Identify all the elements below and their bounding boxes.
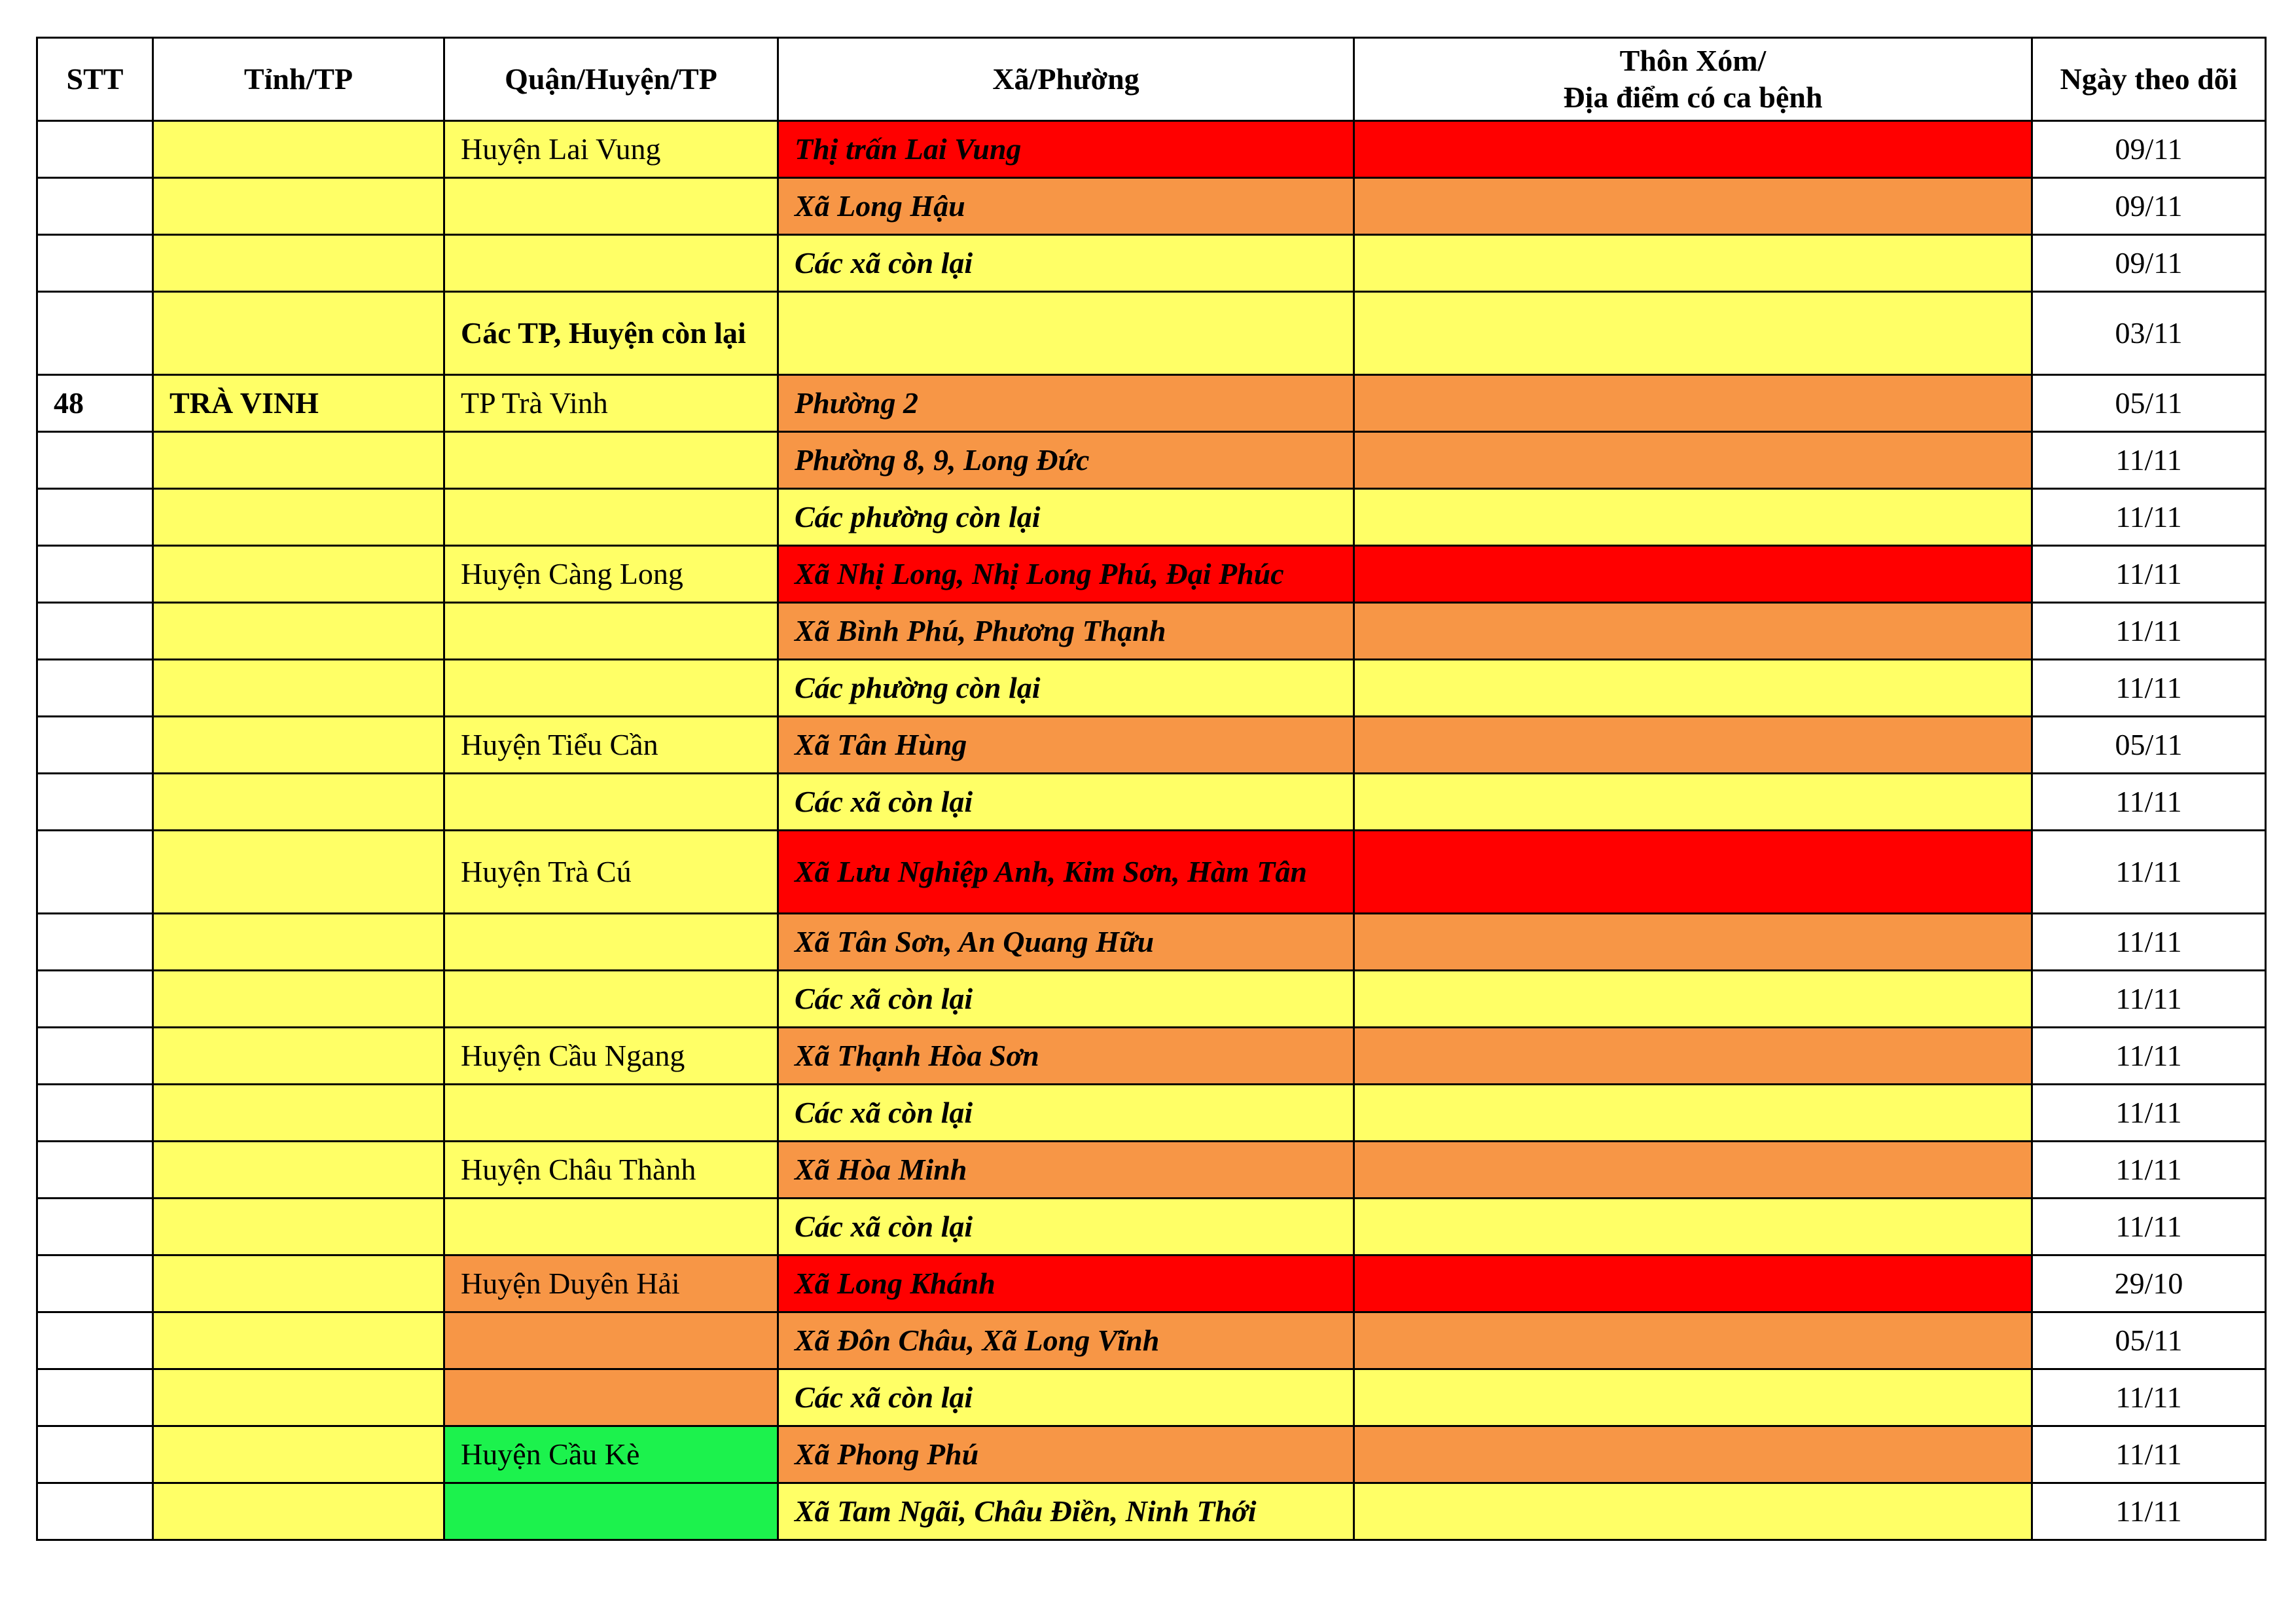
cell-province: [153, 914, 444, 971]
cell-stt: [37, 292, 153, 375]
cell-district: Huyện Tiểu Cần: [444, 717, 778, 774]
header-hamlet-line1: Thôn Xóm/: [1619, 44, 1767, 77]
cell-hamlet: [1354, 489, 2032, 546]
cell-district: [444, 914, 778, 971]
header-hamlet: [1354, 38, 2032, 121]
cell-hamlet: [1354, 1255, 2032, 1312]
cell-stt: [37, 1426, 153, 1483]
cell-district: [444, 432, 778, 489]
cell-district: [444, 1369, 778, 1426]
cell-province: [153, 178, 444, 235]
cell-hamlet: [1354, 1199, 2032, 1255]
cell-date: 05/11: [2032, 1312, 2266, 1369]
cell-district: [444, 603, 778, 660]
cell-commune: Các xã còn lại: [778, 235, 1354, 292]
cell-stt: [37, 603, 153, 660]
cell-date: 09/11: [2032, 178, 2266, 235]
cell-district: [444, 971, 778, 1028]
cell-hamlet: [1354, 660, 2032, 717]
cell-date: 11/11: [2032, 546, 2266, 603]
cell-stt: [37, 489, 153, 546]
cell-hamlet: [1354, 1312, 2032, 1369]
header-commune: Xã/Phường: [778, 38, 1354, 121]
cell-district: [444, 1312, 778, 1369]
cell-date: 11/11: [2032, 914, 2266, 971]
cell-district: [444, 774, 778, 831]
cell-province: [153, 1426, 444, 1483]
cell-date: 11/11: [2032, 432, 2266, 489]
cell-stt: [37, 1369, 153, 1426]
cell-commune: Các xã còn lại: [778, 971, 1354, 1028]
cell-district: [444, 1483, 778, 1540]
cell-province: [153, 1312, 444, 1369]
cell-date: 11/11: [2032, 489, 2266, 546]
cell-commune: Các xã còn lại: [778, 1085, 1354, 1142]
cell-date: 09/11: [2032, 121, 2266, 178]
cell-district: [444, 660, 778, 717]
cell-province: [153, 1142, 444, 1199]
cell-hamlet: [1354, 235, 2032, 292]
cell-commune: Xã Đôn Châu, Xã Long Vĩnh: [778, 1312, 1354, 1369]
header-district: Quận/Huyện/TP: [444, 38, 778, 121]
cell-date: 11/11: [2032, 1483, 2266, 1540]
cell-province: [153, 660, 444, 717]
cell-hamlet: [1354, 1426, 2032, 1483]
cell-date: 11/11: [2032, 831, 2266, 914]
covid-zone-table: [36, 37, 2267, 1541]
cell-district: Các TP, Huyện còn lại: [444, 292, 778, 375]
table-row: [37, 489, 2266, 546]
table-row: [37, 375, 2266, 432]
cell-stt: [37, 914, 153, 971]
table-row: [37, 603, 2266, 660]
header-hamlet-line2: Địa điểm có ca bệnh: [1563, 81, 1823, 114]
table-row: [37, 1255, 2266, 1312]
cell-hamlet: [1354, 292, 2032, 375]
cell-date: 11/11: [2032, 1369, 2266, 1426]
cell-province: [153, 121, 444, 178]
cell-province: [153, 1255, 444, 1312]
table-row: [37, 546, 2266, 603]
cell-province: [153, 1028, 444, 1085]
table-row: [37, 235, 2266, 292]
cell-date: 11/11: [2032, 1199, 2266, 1255]
cell-district: Huyện Duyên Hải: [444, 1255, 778, 1312]
cell-stt: [37, 660, 153, 717]
cell-commune: Thị trấn Lai Vung: [778, 121, 1354, 178]
cell-district: Huyện Trà Cú: [444, 831, 778, 914]
cell-commune: Phường 2: [778, 375, 1354, 432]
cell-commune: [778, 292, 1354, 375]
cell-stt: [37, 1199, 153, 1255]
table-row: [37, 717, 2266, 774]
cell-district: TP Trà Vinh: [444, 375, 778, 432]
cell-commune: Các xã còn lại: [778, 774, 1354, 831]
cell-commune: Xã Tân Hùng: [778, 717, 1354, 774]
cell-province: TRÀ VINH: [153, 375, 444, 432]
cell-hamlet: [1354, 1085, 2032, 1142]
cell-stt: [37, 432, 153, 489]
cell-date: 05/11: [2032, 717, 2266, 774]
cell-district: [444, 178, 778, 235]
cell-province: [153, 831, 444, 914]
table-row: [37, 1085, 2266, 1142]
cell-commune: Xã Long Hậu: [778, 178, 1354, 235]
cell-hamlet: [1354, 1483, 2032, 1540]
table-row: [37, 971, 2266, 1028]
cell-commune: Xã Long Khánh: [778, 1255, 1354, 1312]
cell-stt: [37, 1028, 153, 1085]
cell-commune: Xã Lưu Nghiệp Anh, Kim Sơn, Hàm Tân: [778, 831, 1354, 914]
cell-district: Huyện Lai Vung: [444, 121, 778, 178]
cell-stt: [37, 1255, 153, 1312]
cell-commune: Xã Thạnh Hòa Sơn: [778, 1028, 1354, 1085]
table-row: [37, 1028, 2266, 1085]
cell-commune: Xã Tam Ngãi, Châu Điền, Ninh Thới: [778, 1483, 1354, 1540]
table-row: [37, 1312, 2266, 1369]
cell-stt: [37, 1085, 153, 1142]
cell-district: Huyện Cầu Ngang: [444, 1028, 778, 1085]
cell-date: 11/11: [2032, 1426, 2266, 1483]
cell-hamlet: [1354, 774, 2032, 831]
cell-date: 11/11: [2032, 1142, 2266, 1199]
table-row: [37, 1369, 2266, 1426]
cell-commune: Xã Tân Sơn, An Quang Hữu: [778, 914, 1354, 971]
cell-district: [444, 1085, 778, 1142]
table-row: [37, 831, 2266, 914]
cell-district: Huyện Cầu Kè: [444, 1426, 778, 1483]
table-row: [37, 914, 2266, 971]
cell-hamlet: [1354, 971, 2032, 1028]
cell-date: 11/11: [2032, 1028, 2266, 1085]
cell-province: [153, 432, 444, 489]
cell-province: [153, 717, 444, 774]
cell-stt: [37, 717, 153, 774]
cell-date: 11/11: [2032, 1085, 2266, 1142]
cell-commune: Các phường còn lại: [778, 660, 1354, 717]
cell-province: [153, 1199, 444, 1255]
cell-hamlet: [1354, 1142, 2032, 1199]
header-province: Tỉnh/TP: [153, 38, 444, 121]
cell-stt: [37, 546, 153, 603]
cell-hamlet: [1354, 1369, 2032, 1426]
cell-commune: Xã Hòa Minh: [778, 1142, 1354, 1199]
cell-stt: [37, 971, 153, 1028]
cell-commune: Các xã còn lại: [778, 1199, 1354, 1255]
cell-hamlet: [1354, 1028, 2032, 1085]
header-date: Ngày theo dõi: [2032, 38, 2266, 121]
cell-province: [153, 1483, 444, 1540]
table-row: [37, 1426, 2266, 1483]
cell-hamlet: [1354, 375, 2032, 432]
cell-hamlet: [1354, 178, 2032, 235]
table-row: [37, 1483, 2266, 1540]
table-row: [37, 660, 2266, 717]
table-row: [37, 121, 2266, 178]
cell-province: [153, 1369, 444, 1426]
cell-district: Huyện Càng Long: [444, 546, 778, 603]
cell-province: [153, 1085, 444, 1142]
cell-district: [444, 235, 778, 292]
cell-commune: Các xã còn lại: [778, 1369, 1354, 1426]
cell-stt: [37, 1483, 153, 1540]
cell-date: 05/11: [2032, 375, 2266, 432]
cell-province: [153, 546, 444, 603]
cell-stt: [37, 1312, 153, 1369]
cell-hamlet: [1354, 831, 2032, 914]
cell-hamlet: [1354, 914, 2032, 971]
header-row: [37, 38, 2266, 121]
cell-district: [444, 1199, 778, 1255]
cell-date: 29/10: [2032, 1255, 2266, 1312]
cell-province: [153, 971, 444, 1028]
cell-commune: Các phường còn lại: [778, 489, 1354, 546]
cell-stt: 48: [37, 375, 153, 432]
cell-district: [444, 489, 778, 546]
cell-commune: Xã Bình Phú, Phương Thạnh: [778, 603, 1354, 660]
cell-stt: [37, 831, 153, 914]
cell-commune: Xã Phong Phú: [778, 1426, 1354, 1483]
cell-stt: [37, 178, 153, 235]
cell-commune: Xã Nhị Long, Nhị Long Phú, Đại Phúc: [778, 546, 1354, 603]
table-row: [37, 432, 2266, 489]
cell-province: [153, 603, 444, 660]
cell-stt: [37, 774, 153, 831]
cell-province: [153, 235, 444, 292]
cell-date: 09/11: [2032, 235, 2266, 292]
cell-province: [153, 774, 444, 831]
table-row: [37, 774, 2266, 831]
table-row: [37, 292, 2266, 375]
cell-date: 11/11: [2032, 603, 2266, 660]
cell-hamlet: [1354, 432, 2032, 489]
header-stt: STT: [37, 38, 153, 121]
cell-stt: [37, 1142, 153, 1199]
table-body: [37, 121, 2266, 1540]
table-row: [37, 1199, 2266, 1255]
cell-hamlet: [1354, 546, 2032, 603]
cell-stt: [37, 235, 153, 292]
table-row: [37, 178, 2266, 235]
cell-stt: [37, 121, 153, 178]
cell-commune: Phường 8, 9, Long Đức: [778, 432, 1354, 489]
cell-date: 11/11: [2032, 971, 2266, 1028]
cell-hamlet: [1354, 121, 2032, 178]
cell-date: 03/11: [2032, 292, 2266, 375]
cell-hamlet: [1354, 717, 2032, 774]
table-row: [37, 1142, 2266, 1199]
cell-province: [153, 489, 444, 546]
cell-date: 11/11: [2032, 660, 2266, 717]
cell-hamlet: [1354, 603, 2032, 660]
cell-province: [153, 292, 444, 375]
cell-date: 11/11: [2032, 774, 2266, 831]
cell-district: Huyện Châu Thành: [444, 1142, 778, 1199]
